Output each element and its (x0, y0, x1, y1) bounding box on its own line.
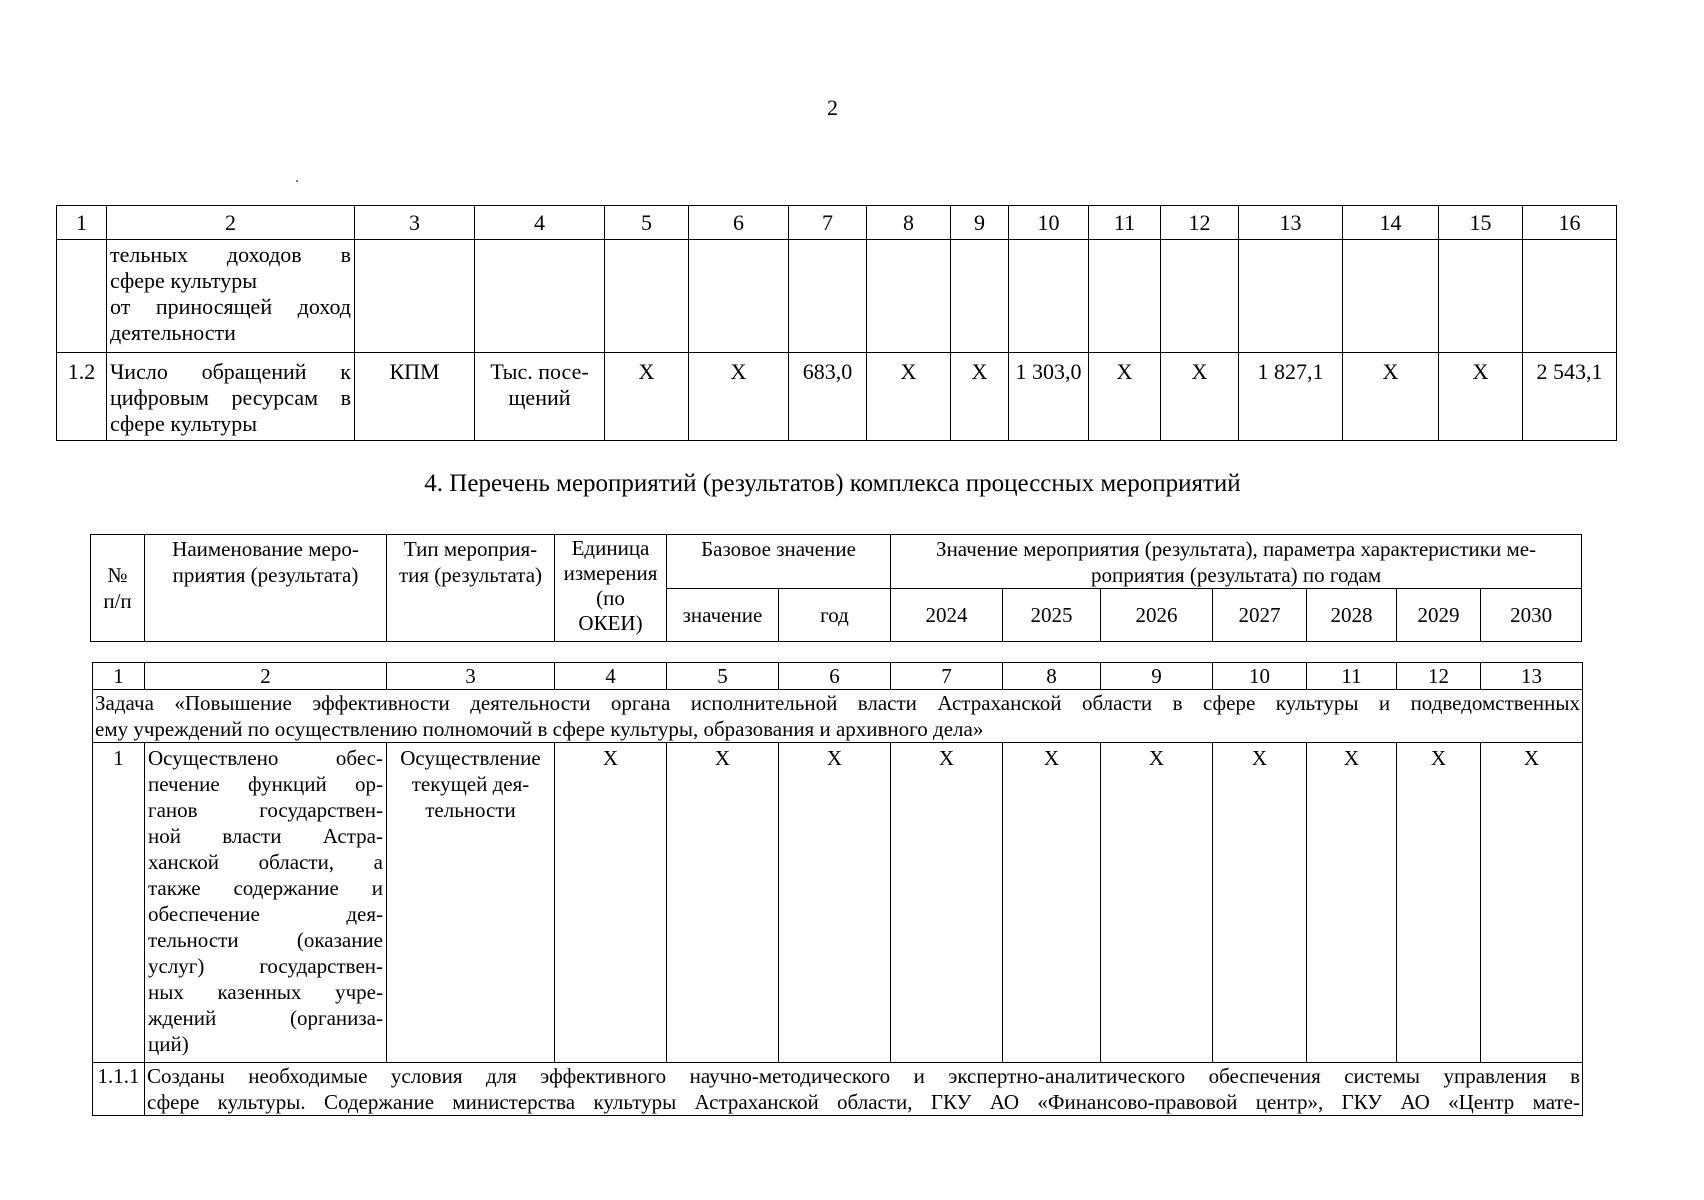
text-line: Осуществлено обес- (148, 746, 383, 770)
column-number: 7 (789, 206, 867, 240)
value-cell: 683,0 (789, 353, 867, 441)
column-number-row (93, 663, 1583, 690)
value-cell: Х (605, 353, 689, 441)
column-number: 13 (1481, 663, 1583, 690)
row-number: 1 (93, 743, 145, 1063)
scan-speck (296, 180, 298, 182)
column-header-year: 2024 (891, 589, 1003, 642)
text-line: Созданы необходимые условия для эффективного научно-методического и экспертно-аналитического обеспечения системы управления в (147, 1064, 1580, 1088)
column-header-year: 2029 (1397, 589, 1481, 642)
column-number: 13 (1239, 206, 1343, 240)
column-number: 9 (951, 206, 1009, 240)
page-number: 2 (827, 95, 838, 120)
column-number: 4 (475, 206, 605, 240)
column-header-year: 2030 (1481, 589, 1582, 642)
value-cell: Х (1307, 743, 1397, 1063)
table-row-continued (57, 240, 1617, 353)
task-row (93, 690, 1583, 743)
column-header-base: Базовое значение (667, 535, 891, 589)
text-line: тельных доходов в (110, 242, 351, 267)
text-line: ждений (организа- (148, 1006, 383, 1030)
column-number: 10 (1213, 663, 1307, 690)
column-number: 7 (891, 663, 1003, 690)
value-cell: 2 543,1 (1523, 353, 1617, 441)
value-cell: Х (555, 743, 667, 1063)
column-header-name: Наименование меро- приятия (результата) (145, 535, 387, 642)
column-number: 1 (93, 663, 145, 690)
column-header-number: № п/п (91, 535, 145, 642)
value-cell: Х (667, 743, 779, 1063)
value-cell: Х (1439, 353, 1523, 441)
event-type: Осуществление текущей дея- тельности (387, 743, 555, 1063)
row-number: 1.2 (57, 353, 107, 441)
column-number: 14 (1343, 206, 1439, 240)
text-line: цифровым ресурсам в (110, 385, 351, 410)
column-number: 6 (779, 663, 891, 690)
text-line: услуг) государствен- (148, 954, 383, 978)
column-header-values: Значение мероприятия (результата), параметра характеристики ме- роприятия (результата) по годам (891, 535, 1582, 589)
column-number: 11 (1307, 663, 1397, 690)
text-line: ций) (148, 1032, 189, 1056)
event-name (145, 743, 387, 1063)
value-cell: Х (951, 353, 1009, 441)
text-line: сфере культуры (110, 268, 258, 293)
column-header-unit: Единица измерения (по ОКЕИ) (555, 535, 667, 642)
indicators-table-continuation (56, 205, 1617, 441)
column-number: 2 (145, 663, 387, 690)
column-number: 5 (605, 206, 689, 240)
value-cell: Х (1481, 743, 1583, 1063)
column-number: 15 (1439, 206, 1523, 240)
column-header-year: 2025 (1003, 589, 1101, 642)
text-line: сфере культуры (110, 411, 258, 436)
column-header-base-year: год (779, 589, 891, 642)
column-header-base-value: значение (667, 589, 779, 642)
column-number: 1 (57, 206, 107, 240)
indicator-name-continued (107, 240, 355, 353)
table-row (93, 743, 1583, 1063)
column-number-row (57, 206, 1617, 240)
column-header-year: 2026 (1101, 589, 1213, 642)
value-cell: Х (1213, 743, 1307, 1063)
text-line: также содержание и (148, 876, 383, 900)
text-line: Число обращений к (110, 359, 351, 384)
value-cell: Х (779, 743, 891, 1063)
indicator-type: КПМ (355, 353, 475, 441)
value-cell: Х (1343, 353, 1439, 441)
text-line: ганов государствен- (148, 798, 383, 822)
column-number: 10 (1009, 206, 1089, 240)
text-line: сфере культуры. Содержание министерства культуры Астраханской области, ГКУ АО «Финансово-правовой центр», ГКУ АО «Центр мате- (147, 1090, 1580, 1114)
column-header-year: 2028 (1307, 589, 1397, 642)
column-header-year: 2027 (1213, 589, 1307, 642)
value-cell: 1 303,0 (1009, 353, 1089, 441)
column-number: 5 (667, 663, 779, 690)
column-header-type: Тип мероприя- тия (результата) (387, 535, 555, 642)
indicator-name (107, 353, 355, 441)
event-text (145, 1063, 1583, 1116)
column-number: 6 (689, 206, 789, 240)
value-cell: Х (867, 353, 951, 441)
section-title: 4. Перечень мероприятий (результатов) комплекса процессных мероприятий (424, 470, 1241, 497)
task-text (93, 690, 1583, 743)
column-number: 8 (1003, 663, 1101, 690)
text-line: от приносящей доход (110, 294, 351, 319)
text-line: ханской области, а (148, 850, 383, 874)
column-number: 3 (355, 206, 475, 240)
events-table (92, 662, 1583, 1116)
column-number: 16 (1523, 206, 1617, 240)
value-cell: 1 827,1 (1239, 353, 1343, 441)
column-number: 12 (1397, 663, 1481, 690)
value-cell: Х (1101, 743, 1213, 1063)
column-number: 12 (1161, 206, 1239, 240)
text-line: ных казенных учре- (148, 980, 383, 1004)
text-line: тельности (оказание (148, 928, 383, 952)
value-cell: Х (1003, 743, 1101, 1063)
text-line: обеспечение дея- (148, 902, 383, 926)
column-number: 9 (1101, 663, 1213, 690)
text-line: ной власти Астра- (148, 824, 383, 848)
column-number: 4 (555, 663, 667, 690)
table-row (93, 1063, 1583, 1116)
value-cell: Х (1161, 353, 1239, 441)
value-cell: Х (689, 353, 789, 441)
column-number: 2 (107, 206, 355, 240)
value-cell: Х (891, 743, 1003, 1063)
table-row (57, 353, 1617, 441)
text-line: ему учреждений по осуществлению полномочий в сфере культуры, образования и архивного дела» (95, 717, 984, 741)
text-line: деятельности (110, 320, 236, 345)
text-line: печение функций ор- (148, 772, 383, 796)
value-cell: Х (1397, 743, 1481, 1063)
column-number: 8 (867, 206, 951, 240)
row-number: 1.1.1 (93, 1063, 145, 1116)
events-header-table (90, 534, 1582, 642)
column-number: 3 (387, 663, 555, 690)
text-line: Задача «Повышение эффективности деятельности органа исполнительной власти Астраханской области в сфере культуры и подведомственных (95, 691, 1580, 715)
value-cell: Х (1089, 353, 1161, 441)
indicator-unit: Тыс. посе- щений (475, 353, 605, 441)
column-number: 11 (1089, 206, 1161, 240)
